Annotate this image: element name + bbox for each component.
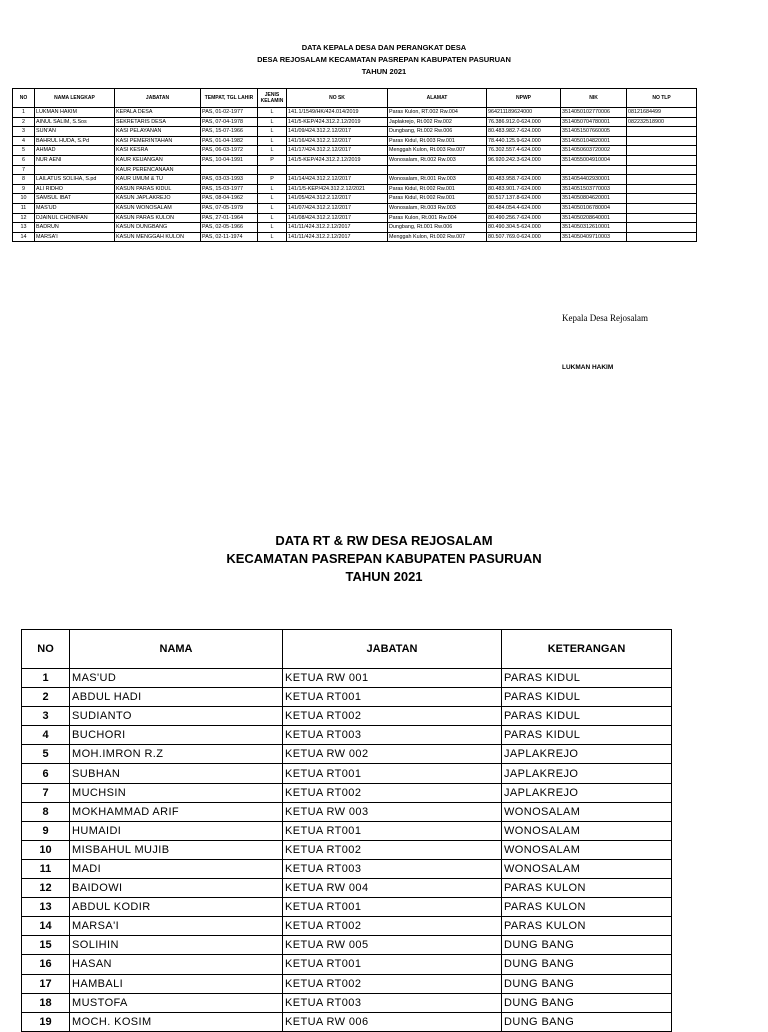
officials-cell: 1 xyxy=(13,108,35,118)
rtrw-no-cell: 19 xyxy=(22,1012,70,1031)
officials-cell: Paras Kulon, RT.002 Rw.004 xyxy=(388,108,487,118)
officials-cell: 141/17/424.312.2.12/2017 xyxy=(287,146,388,156)
rtrw-position-cell: KETUA RT001 xyxy=(283,764,502,783)
officials-cell: L xyxy=(258,203,287,213)
officials-cell: PAS, 15-03-1977 xyxy=(201,184,258,194)
rtrw-location-cell: PARAS KIDUL xyxy=(502,669,672,688)
officials-cell: 3514050104820001 xyxy=(561,136,627,146)
rtrw-header-cell: KETERANGAN xyxy=(502,630,672,669)
rtrw-header-row xyxy=(22,630,672,669)
rtrw-location-cell: WONOSALAM xyxy=(502,821,672,840)
officials-row xyxy=(13,175,697,185)
officials-cell: PAS, 07-05-1979 xyxy=(201,203,258,213)
officials-cell: 11 xyxy=(13,203,35,213)
officials-header-cell: NO SK xyxy=(287,89,388,108)
officials-cell: L xyxy=(258,146,287,156)
officials-cell: BADRUN xyxy=(35,223,115,233)
officials-cell: 964211189624000 xyxy=(487,108,561,118)
officials-cell: 141/5-KEP/424.312.2.12/2019 xyxy=(287,117,388,127)
officials-cell: 3514050804620001 xyxy=(561,194,627,204)
rtrw-position-cell: KETUA RW 001 xyxy=(283,669,502,688)
officials-cell: L xyxy=(258,184,287,194)
rtrw-no-cell: 9 xyxy=(22,821,70,840)
officials-cell: BAHRUL HUDA, S.Pd xyxy=(35,136,115,146)
rtrw-row xyxy=(22,936,672,955)
officials-cell: 141/07/424.312.2.12/2017 xyxy=(287,203,388,213)
officials-cell: 141/5-KEP/424.312.2.12/2019 xyxy=(287,155,388,165)
officials-cell: MARSA'I xyxy=(35,232,115,242)
officials-cell: L xyxy=(258,117,287,127)
officials-header-cell: NO xyxy=(13,89,35,108)
officials-cell: 141/09/424.312.2.12/2017 xyxy=(287,127,388,137)
officials-cell: KASI PELAYANAN xyxy=(115,127,201,137)
rtrw-row xyxy=(22,745,672,764)
rtrw-no-cell: 14 xyxy=(22,917,70,936)
officials-cell: 3514050704780001 xyxy=(561,117,627,127)
officials-cell: PAS, 06-03-1972 xyxy=(201,146,258,156)
rtrw-row xyxy=(22,840,672,859)
officials-header-cell: NO TLP xyxy=(627,89,697,108)
officials-cell: 96.920.242.3-624.000 xyxy=(487,155,561,165)
officials-cell xyxy=(627,203,697,213)
officials-cell: 10 xyxy=(13,194,35,204)
officials-cell: 13 xyxy=(13,223,35,233)
rtrw-location-cell: DUNG BANG xyxy=(502,974,672,993)
rtrw-location-cell: PARAS KULON xyxy=(502,898,672,917)
officials-cell: PAS, 10-04-1991 xyxy=(201,155,258,165)
rtrw-no-cell: 15 xyxy=(22,936,70,955)
rtrw-name-cell: MARSA'I xyxy=(70,917,283,936)
rtrw-no-cell: 7 xyxy=(22,783,70,802)
officials-cell: 141/11/424.312.2.12/2017 xyxy=(287,232,388,242)
officials-cell: NUR AENI xyxy=(35,155,115,165)
rtrw-table xyxy=(21,629,672,1032)
rtrw-position-cell: KETUA RT001 xyxy=(283,688,502,707)
rtrw-name-cell: HAMBALI xyxy=(70,974,283,993)
rtrw-row xyxy=(22,726,672,745)
officials-cell: 80.490.256.7-624.000 xyxy=(487,213,561,223)
officials-cell: KASUN MENGGAH KULON xyxy=(115,232,201,242)
rtrw-row xyxy=(22,764,672,783)
officials-cell: SEKRETARIS DESA xyxy=(115,117,201,127)
officials-row xyxy=(13,194,697,204)
officials-cell: Dungbang, Rt.002 Rw.006 xyxy=(388,127,487,137)
officials-cell: PAS, 02-05-1966 xyxy=(201,223,258,233)
rtrw-row xyxy=(22,783,672,802)
officials-cell: KASUN PARAS KULON xyxy=(115,213,201,223)
rtrw-no-cell: 1 xyxy=(22,669,70,688)
officials-header-cell: NAMA LENGKAP xyxy=(35,89,115,108)
officials-cell: L xyxy=(258,213,287,223)
rtrw-no-cell: 12 xyxy=(22,879,70,898)
rtrw-name-cell: HUMAIDI xyxy=(70,821,283,840)
signature-title: Kepala Desa Rejosalam xyxy=(562,313,648,323)
officials-cell: L xyxy=(258,223,287,233)
rtrw-no-cell: 16 xyxy=(22,955,70,974)
officials-cell: MAS'UD xyxy=(35,203,115,213)
rtrw-name-cell: HASAN xyxy=(70,955,283,974)
officials-table xyxy=(12,88,697,242)
officials-cell xyxy=(627,165,697,175)
rtrw-name-cell: MUSTOFA xyxy=(70,993,283,1012)
rtrw-row xyxy=(22,707,672,726)
officials-cell: AHMAD xyxy=(35,146,115,156)
officials-cell: Japlakrejo, Rt.002 Rw.002 xyxy=(388,117,487,127)
officials-cell: Paras Kidul, Rt.002 Rw.001 xyxy=(388,184,487,194)
rtrw-row xyxy=(22,955,672,974)
officials-header-cell: TEMPAT, TGL LAHIR xyxy=(201,89,258,108)
rtrw-position-cell: KETUA RW 006 xyxy=(283,1012,502,1031)
officials-cell: 3514050409710003 xyxy=(561,232,627,242)
officials-cell: 2 xyxy=(13,117,35,127)
rtrw-position-cell: KETUA RT002 xyxy=(283,707,502,726)
officials-cell: 141/14/424.312.2.12/2017 xyxy=(287,175,388,185)
officials-cell: L xyxy=(258,232,287,242)
officials-cell: P xyxy=(258,175,287,185)
officials-cell xyxy=(627,194,697,204)
officials-header-cell: ALAMAT xyxy=(388,89,487,108)
officials-cell: 082232518900 xyxy=(627,117,697,127)
officials-cell: L xyxy=(258,194,287,204)
officials-cell xyxy=(258,165,287,175)
officials-cell: KAUR PERENCANAAN xyxy=(115,165,201,175)
officials-cell: PAS, 02-11-1974 xyxy=(201,232,258,242)
officials-cell: 9 xyxy=(13,184,35,194)
rtrw-row xyxy=(22,859,672,878)
rtrw-position-cell: KETUA RT002 xyxy=(283,974,502,993)
officials-cell: 76.302.557.4-624.000 xyxy=(487,146,561,156)
officials-cell: ALI RIDHO xyxy=(35,184,115,194)
officials-row xyxy=(13,223,697,233)
rtrw-no-cell: 8 xyxy=(22,802,70,821)
officials-cell xyxy=(627,184,697,194)
officials-header-cell: JABATAN xyxy=(115,89,201,108)
rtrw-header-cell: JABATAN xyxy=(283,630,502,669)
rtrw-title xyxy=(0,532,768,586)
officials-cell: AINUL SALIM, S.Sos xyxy=(35,117,115,127)
officials-cell xyxy=(287,165,388,175)
officials-cell: LUKMAN HAKIM xyxy=(35,108,115,118)
officials-row xyxy=(13,155,697,165)
officials-cell: 141/16/424.312.2.12/2017 xyxy=(287,136,388,146)
officials-cell: KASI PEMERINTAHAN xyxy=(115,136,201,146)
officials-cell: 6 xyxy=(13,155,35,165)
rtrw-name-cell: ABDUL HADI xyxy=(70,688,283,707)
rtrw-name-cell: SOLIHIN xyxy=(70,936,283,955)
officials-cell: KASI KESRA xyxy=(115,146,201,156)
rtrw-name-cell: BUCHORI xyxy=(70,726,283,745)
officials-cell: 3 xyxy=(13,127,35,137)
rtrw-position-cell: KETUA RT002 xyxy=(283,840,502,859)
officials-cell xyxy=(487,165,561,175)
officials-cell: KASUN DUNGBANG xyxy=(115,223,201,233)
rtrw-position-cell: KETUA RT003 xyxy=(283,993,502,1012)
officials-cell: 8 xyxy=(13,175,35,185)
officials-cell xyxy=(627,155,697,165)
rtrw-position-cell: KETUA RT001 xyxy=(283,898,502,917)
rtrw-row xyxy=(22,1012,672,1031)
rtrw-position-cell: KETUA RT001 xyxy=(283,955,502,974)
officials-cell: KEPALA DESA xyxy=(115,108,201,118)
rtrw-name-cell: MAS'UD xyxy=(70,669,283,688)
officials-cell xyxy=(627,127,697,137)
officials-row xyxy=(13,165,697,175)
officials-cell: 12 xyxy=(13,213,35,223)
officials-cell: KASUN WONOSALAM xyxy=(115,203,201,213)
officials-title-line-1: DATA KEPALA DESA DAN PERANGKAT DESA xyxy=(301,43,467,52)
rtrw-row xyxy=(22,993,672,1012)
officials-cell: KASUN PARAS KIDUL xyxy=(115,184,201,194)
officials-cell: SAMSUL IBAT xyxy=(35,194,115,204)
rtrw-location-cell: JAPLAKREJO xyxy=(502,745,672,764)
rtrw-location-cell: JAPLAKREJO xyxy=(502,764,672,783)
officials-cell: 7 xyxy=(13,165,35,175)
officials-row xyxy=(13,184,697,194)
officials-cell: P xyxy=(258,155,287,165)
officials-cell: 3514050102770006 xyxy=(561,108,627,118)
officials-cell: 3514050312610001 xyxy=(561,223,627,233)
officials-cell: 80.484.054.4-624.000 xyxy=(487,203,561,213)
officials-title-line-2: DESA REJOSALAM KECAMATAN PASREPAN KABUPATEN PASURUAN xyxy=(257,55,511,64)
rtrw-no-cell: 18 xyxy=(22,993,70,1012)
officials-cell: 80.517.137.8-624.000 xyxy=(487,194,561,204)
officials-cell: 3514051503770003 xyxy=(561,184,627,194)
officials-header-cell: NPWP xyxy=(487,89,561,108)
officials-cell: Paras Kidul, Rt.002 Rw.001 xyxy=(388,194,487,204)
rtrw-row xyxy=(22,898,672,917)
officials-cell: 141/1/5-KEP/424.312.2.12/2021 xyxy=(287,184,388,194)
officials-cell: Paras Kidul, Rt.003 Rw.001 xyxy=(388,136,487,146)
rtrw-no-cell: 13 xyxy=(22,898,70,917)
officials-cell: PAS, 01-02-1977 xyxy=(201,108,258,118)
rtrw-no-cell: 11 xyxy=(22,859,70,878)
officials-cell: 4 xyxy=(13,136,35,146)
rtrw-location-cell: JAPLAKREJO xyxy=(502,783,672,802)
officials-cell: 80.483.982.7-624.000 xyxy=(487,127,561,137)
officials-cell: Wonosalam, Rt.003 Rw.003 xyxy=(388,203,487,213)
rtrw-position-cell: KETUA RW 005 xyxy=(283,936,502,955)
officials-cell: 141/11/424.312.2.12/2017 xyxy=(287,223,388,233)
rtrw-position-cell: KETUA RT002 xyxy=(283,917,502,936)
officials-cell: 3514051507660005 xyxy=(561,127,627,137)
rtrw-no-cell: 3 xyxy=(22,707,70,726)
rtrw-name-cell: MOKHAMMAD ARIF xyxy=(70,802,283,821)
officials-header-cell: JENIS KELAMIN xyxy=(258,89,287,108)
officials-cell: KASUN JAPLAKREJO xyxy=(115,194,201,204)
rtrw-row xyxy=(22,917,672,936)
rtrw-title-line-2: KECAMATAN PASREPAN KABUPATEN PASURUAN xyxy=(226,551,542,566)
officials-cell xyxy=(627,213,697,223)
rtrw-location-cell: WONOSALAM xyxy=(502,802,672,821)
rtrw-no-cell: 10 xyxy=(22,840,70,859)
officials-cell xyxy=(201,165,258,175)
officials-cell: L xyxy=(258,127,287,137)
rtrw-row xyxy=(22,879,672,898)
officials-cell: L xyxy=(258,108,287,118)
officials-cell: DJAINUL CHONIFAN xyxy=(35,213,115,223)
rtrw-title-line-1: DATA RT & RW DESA REJOSALAM xyxy=(275,533,493,548)
officials-cell: 76.386.912.0-624.000 xyxy=(487,117,561,127)
rtrw-location-cell: PARAS KIDUL xyxy=(502,726,672,745)
officials-cell: 78.440.125.9-624.000 xyxy=(487,136,561,146)
officials-cell: PAS, 07-04-1978 xyxy=(201,117,258,127)
officials-cell: KAUR KEUANGAN xyxy=(115,155,201,165)
officials-cell: SUN'AN xyxy=(35,127,115,137)
officials-cell: PAS, 15-07-1966 xyxy=(201,127,258,137)
officials-cell: PAS, 03-03-1993 xyxy=(201,175,258,185)
rtrw-row xyxy=(22,821,672,840)
officials-cell: 80.507.769.0-624.000 xyxy=(487,232,561,242)
rtrw-location-cell: DUNG BANG xyxy=(502,1012,672,1031)
rtrw-row xyxy=(22,688,672,707)
rtrw-name-cell: SUDIANTO xyxy=(70,707,283,726)
officials-cell: 141.1/1549/HK/424.014/2019 xyxy=(287,108,388,118)
officials-cell: 3514050208640001 xyxy=(561,213,627,223)
rtrw-location-cell: DUNG BANG xyxy=(502,955,672,974)
officials-cell: 14 xyxy=(13,232,35,242)
rtrw-header-cell: NAMA xyxy=(70,630,283,669)
officials-row xyxy=(13,146,697,156)
officials-cell: Wonosalam, Rt.002 Rw.003 xyxy=(388,155,487,165)
officials-title xyxy=(0,42,768,78)
officials-row xyxy=(13,136,697,146)
officials-row xyxy=(13,203,697,213)
rtrw-name-cell: MOCH. KOSIM xyxy=(70,1012,283,1031)
officials-cell: 3514050603720002 xyxy=(561,146,627,156)
rtrw-row xyxy=(22,802,672,821)
officials-cell xyxy=(388,165,487,175)
officials-row xyxy=(13,213,697,223)
officials-row xyxy=(13,108,697,118)
officials-cell: Menggah Kulon, Rt.002 Rw.007 xyxy=(388,232,487,242)
rtrw-position-cell: KETUA RT002 xyxy=(283,783,502,802)
rtrw-name-cell: MADI xyxy=(70,859,283,878)
signature-name: LUKMAN HAKIM xyxy=(562,364,614,371)
rtrw-position-cell: KETUA RT001 xyxy=(283,821,502,840)
officials-cell xyxy=(627,136,697,146)
officials-cell: Dungbang, Rt.001 Rw.006 xyxy=(388,223,487,233)
officials-header-row xyxy=(13,89,697,108)
rtrw-title-line-3: TAHUN 2021 xyxy=(345,569,423,584)
officials-cell: PAS, 08-04-1962 xyxy=(201,194,258,204)
rtrw-location-cell: PARAS KULON xyxy=(502,917,672,936)
rtrw-location-cell: PARAS KULON xyxy=(502,879,672,898)
rtrw-location-cell: DUNG BANG xyxy=(502,936,672,955)
rtrw-row xyxy=(22,669,672,688)
officials-header-cell: NIK xyxy=(561,89,627,108)
officials-cell: 80.483.958.7-624.000 xyxy=(487,175,561,185)
officials-cell xyxy=(627,232,697,242)
rtrw-no-cell: 17 xyxy=(22,974,70,993)
officials-cell: 3514050106780004 xyxy=(561,203,627,213)
rtrw-location-cell: WONOSALAM xyxy=(502,840,672,859)
rtrw-name-cell: MOH.IMRON R.Z xyxy=(70,745,283,764)
officials-cell: LAILATUS SOLIHA, S.pd xyxy=(35,175,115,185)
rtrw-no-cell: 4 xyxy=(22,726,70,745)
rtrw-name-cell: ABDUL KODIR xyxy=(70,898,283,917)
officials-cell: 5 xyxy=(13,146,35,156)
officials-cell: Wonosalam, Rt.001 Rw.003 xyxy=(388,175,487,185)
officials-title-line-3: TAHUN 2021 xyxy=(361,67,407,76)
rtrw-location-cell: PARAS KIDUL xyxy=(502,707,672,726)
officials-row xyxy=(13,127,697,137)
officials-cell: Paras Kulon, Rt.001 Rw.004 xyxy=(388,213,487,223)
officials-cell: PAS, 27-01-1964 xyxy=(201,213,258,223)
rtrw-name-cell: SUBHAN xyxy=(70,764,283,783)
rtrw-position-cell: KETUA RW 004 xyxy=(283,879,502,898)
rtrw-position-cell: KETUA RT003 xyxy=(283,859,502,878)
rtrw-name-cell: BAIDOWI xyxy=(70,879,283,898)
rtrw-position-cell: KETUA RT003 xyxy=(283,726,502,745)
rtrw-name-cell: MISBAHUL MUJIB xyxy=(70,840,283,859)
officials-cell: 3514054402930001 xyxy=(561,175,627,185)
officials-cell: Menggah Kulon, Rt.003 Rw.007 xyxy=(388,146,487,156)
rtrw-header-cell: NO xyxy=(22,630,70,669)
rtrw-name-cell: MUCHSIN xyxy=(70,783,283,802)
officials-cell: 80.490.304.5-624.000 xyxy=(487,223,561,233)
officials-cell xyxy=(627,175,697,185)
officials-cell xyxy=(561,165,627,175)
officials-cell xyxy=(627,223,697,233)
officials-cell: 141/05/424.312.2.12/2017 xyxy=(287,194,388,204)
rtrw-no-cell: 6 xyxy=(22,764,70,783)
rtrw-no-cell: 5 xyxy=(22,745,70,764)
officials-cell: 80.483.901.7-624.000 xyxy=(487,184,561,194)
officials-cell: KAUR UMUM & TU xyxy=(115,175,201,185)
rtrw-location-cell: WONOSALAM xyxy=(502,859,672,878)
officials-row xyxy=(13,232,697,242)
officials-cell: PAS, 01-04-1982 xyxy=(201,136,258,146)
officials-cell: L xyxy=(258,136,287,146)
rtrw-position-cell: KETUA RW 002 xyxy=(283,745,502,764)
officials-cell xyxy=(35,165,115,175)
rtrw-location-cell: PARAS KIDUL xyxy=(502,688,672,707)
rtrw-row xyxy=(22,974,672,993)
rtrw-location-cell: DUNG BANG xyxy=(502,993,672,1012)
officials-cell: 08121684499 xyxy=(627,108,697,118)
officials-row xyxy=(13,117,697,127)
officials-cell: 141/08/424.312.2.12/2017 xyxy=(287,213,388,223)
officials-cell xyxy=(627,146,697,156)
officials-cell: 3514055004910004 xyxy=(561,155,627,165)
rtrw-position-cell: KETUA RW 003 xyxy=(283,802,502,821)
rtrw-no-cell: 2 xyxy=(22,688,70,707)
